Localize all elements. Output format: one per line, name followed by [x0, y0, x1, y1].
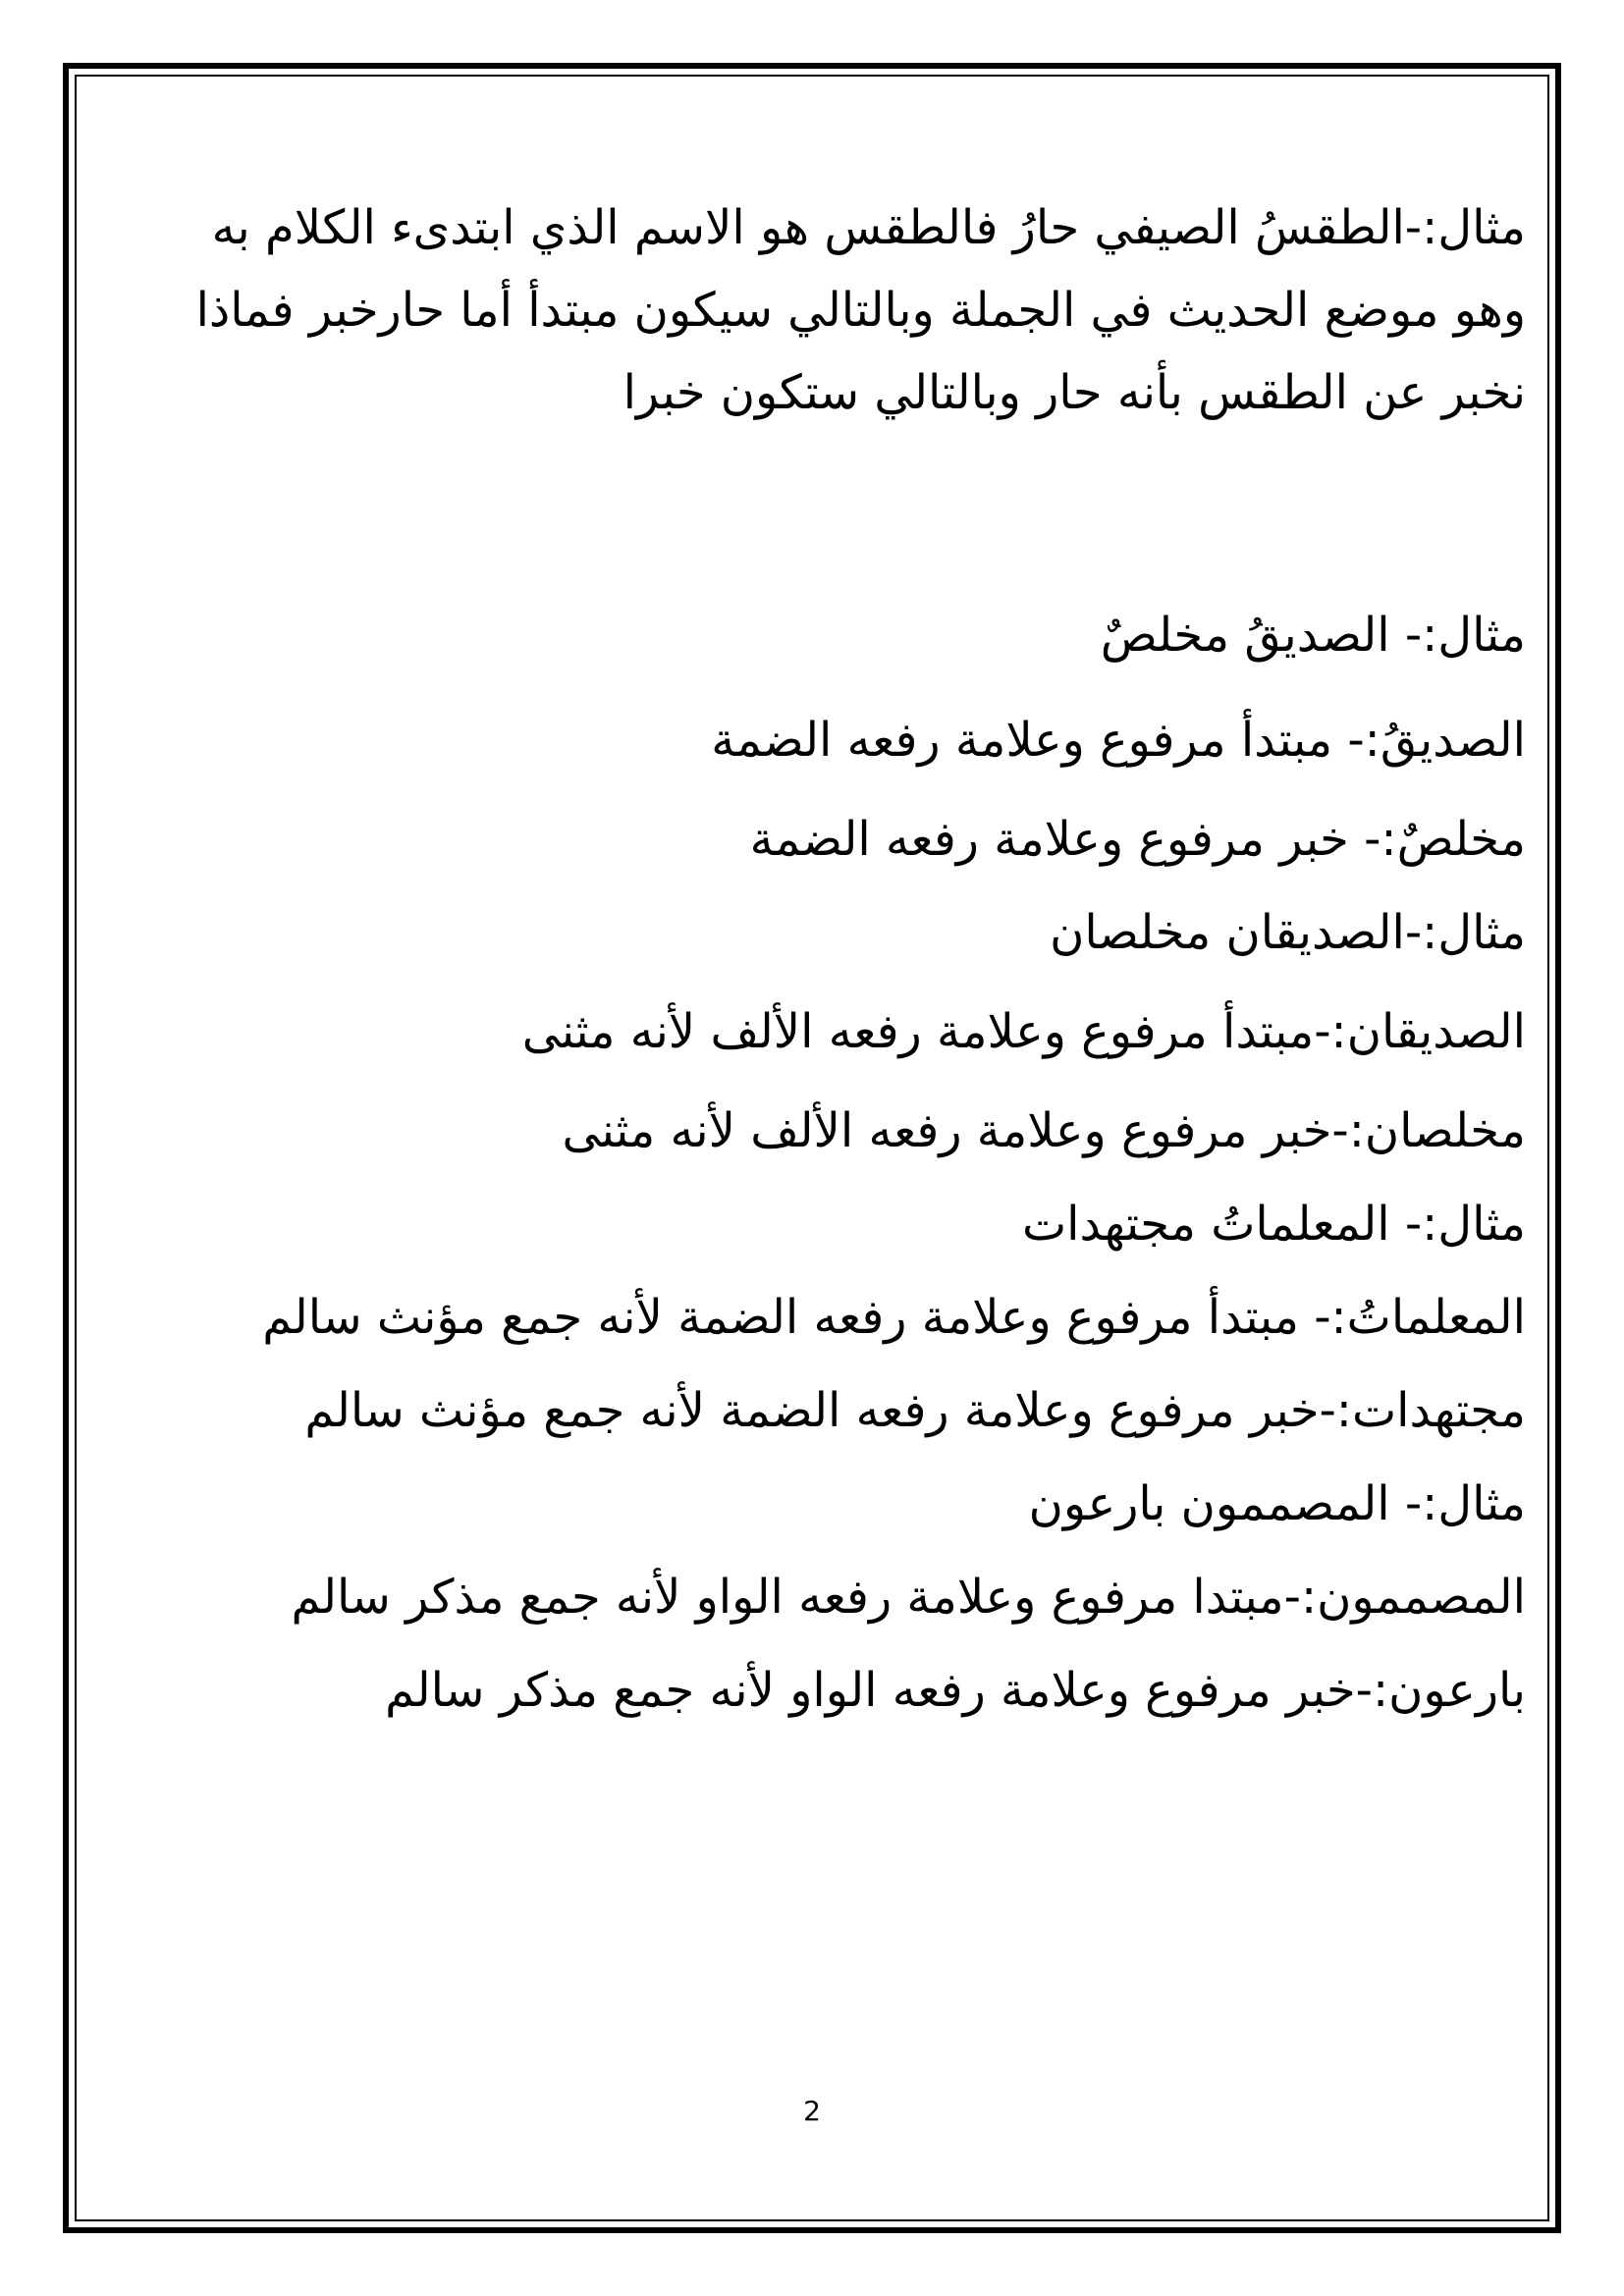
examples-list [147, 583, 1526, 1737]
example-analysis: المعلماتُ:- مبتدأ مرفوع وعلامة رفعه الضمة لأنه جمع مؤنث سالم [262, 1290, 1526, 1345]
intro-line: نخبر عن الطقس بأنه حار وبالتالي ستكون خبرا [623, 365, 1526, 420]
intro-line: وهو موضع الحديث في الجملة وبالتالي سيكون مبتدأ أما حارخبر فماذا [195, 283, 1526, 338]
example-analysis: المصممون:-مبتدا مرفوع وعلامة رفعه الواو لأنه جمع مذكر سالم [291, 1570, 1526, 1625]
example-heading: مثال:- المعلماتُ مجتهدات [1021, 1197, 1526, 1252]
example-analysis: بارعون:-خبر مرفوع وعلامة رفعه الواو لأنه جمع مذكر سالم [385, 1663, 1526, 1718]
page-content [147, 187, 1526, 1718]
intro-line: مثال:-الطقسُ الصيفي حارُ فالطقس هو الاسم الذي ابتدىء الكلام به [211, 200, 1526, 255]
example-heading: مثال:- المصممون بارعون [1028, 1476, 1526, 1531]
example-analysis: الصديقان:-مبتدأ مرفوع وعلامة رفعه الألف لأنه مثنى [521, 1004, 1526, 1059]
example-analysis: مخلصان:-خبر مرفوع وعلامة رفعه الألف لأنه مثنى [562, 1103, 1526, 1158]
example-heading: مثال:-الصديقان مخلصان [1050, 905, 1526, 960]
example-analysis: مجتهدات:-خبر مرفوع وعلامة رفعه الضمة لأنه جمع مؤنث سالم [304, 1383, 1526, 1438]
example-analysis: الصديقُ:- مبتدأ مرفوع وعلامة رفعه الضمة [711, 713, 1526, 768]
intro-paragraph [147, 187, 1526, 434]
example-heading: مثال:- الصديقُ مخلصٌ [1100, 608, 1526, 663]
page-number: 2 [803, 2095, 821, 2127]
example-analysis: مخلصٌ:- خبر مرفوع وعلامة رفعه الضمة [749, 812, 1526, 867]
